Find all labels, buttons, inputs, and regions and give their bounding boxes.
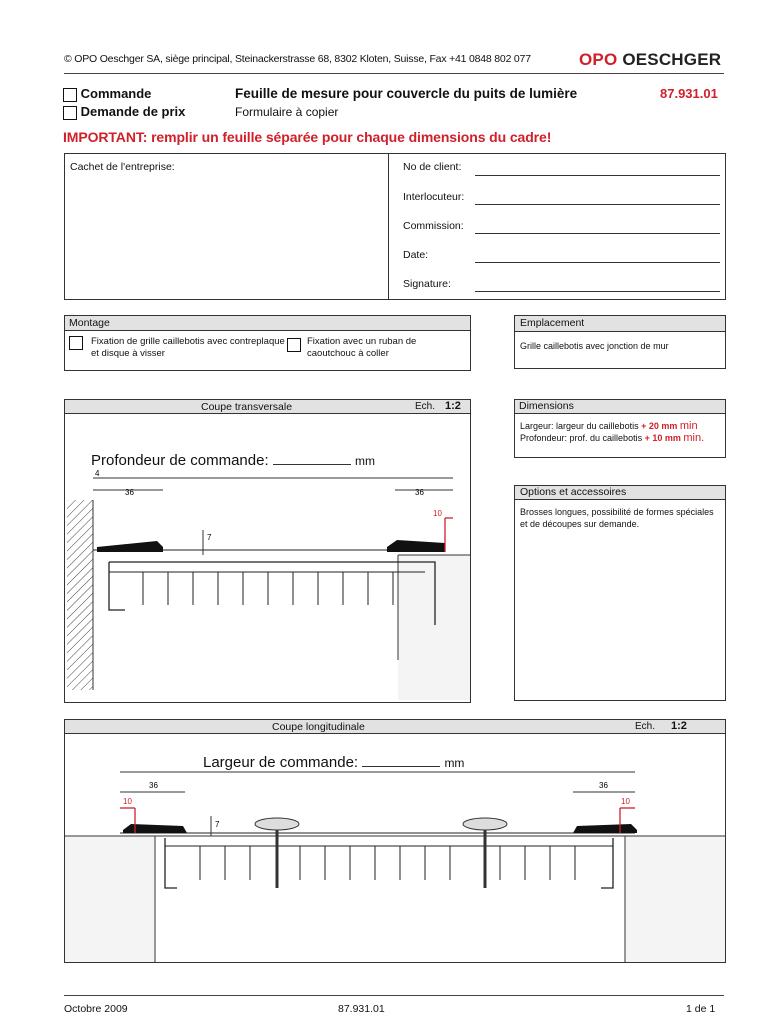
logo-opo: OPO (579, 50, 618, 69)
dimensions-line2-text: Profondeur: prof. du caillebotis (520, 433, 643, 443)
contact-label: Interlocuteur: (403, 191, 465, 203)
grating-frame-left (109, 562, 125, 610)
page-subtitle: Formulaire à copier (235, 105, 339, 119)
concrete-right (398, 555, 470, 700)
demande-label: Demande de prix (80, 104, 186, 119)
right-profile (573, 824, 637, 833)
dim-gap: 7 (215, 820, 220, 829)
montage-box (64, 315, 471, 371)
options-title: Options et accessoires (515, 486, 725, 500)
emplacement-box (514, 315, 726, 369)
coupe-longitudinale-scale-label: Ech. (635, 721, 656, 732)
concrete-left (65, 836, 155, 962)
grating-frame-top (109, 562, 435, 625)
page-title: Feuille de mesure pour couvercle du puits de lumière (235, 86, 578, 101)
company-info-box (64, 153, 726, 300)
emplacement-title: Emplacement (515, 316, 725, 332)
footer-page: 1 de 1 (686, 1003, 716, 1015)
coupe-transversale-title: Coupe transversale (201, 401, 293, 413)
dim-right: 36 (415, 488, 424, 497)
dimensions-line1-add: + 20 mm (641, 421, 678, 431)
order-option-demande[interactable] (63, 104, 185, 120)
footer-date: Octobre 2009 (64, 1003, 128, 1015)
wall-hatch (67, 500, 93, 690)
montage-option2-label: Fixation avec un ruban de caoutchouc à coller (307, 336, 417, 359)
demande-checkbox[interactable] (63, 106, 77, 120)
order-option-commande[interactable] (63, 86, 151, 102)
date-label: Date: (403, 249, 429, 261)
right-profile (387, 540, 445, 552)
dim-right: 36 (599, 781, 608, 790)
dim-red-right: 10 (621, 797, 630, 806)
important-notice: IMPORTANT: remplir un feuille séparée pour chaque dimensions du cadre! (63, 129, 552, 145)
dimensions-line1-min: min (679, 420, 698, 432)
dim-left: 36 (125, 488, 134, 497)
coupe-longitudinale-title: Coupe longitudinale (272, 721, 365, 733)
client-number-field[interactable] (475, 175, 720, 176)
montage-title: Montage (65, 316, 470, 331)
commande-checkbox[interactable] (63, 88, 77, 102)
dimensions-box (514, 399, 726, 458)
montage-option1-checkbox[interactable] (69, 336, 83, 350)
commande-label: Commande (80, 86, 152, 101)
client-number-label: No de client: (403, 161, 462, 173)
dimensions-line1-text: Largeur: largeur du caillebotis (520, 421, 639, 431)
coupe-longitudinale-box (64, 719, 726, 963)
dimensions-line2-add: + 10 mm (644, 433, 681, 443)
footer-number: 87.931.01 (338, 1003, 385, 1015)
header-divider (64, 73, 724, 74)
disc-right (463, 818, 507, 830)
dim-left: 36 (149, 781, 158, 790)
dimensions-line1 (520, 420, 698, 432)
contact-field[interactable] (475, 204, 720, 205)
coupe-longitudinale-drawing (65, 720, 725, 962)
commission-label: Commission: (403, 220, 464, 232)
coupe-longitudinale-scale: 1:2 (671, 720, 687, 732)
dim-small: 4 (95, 469, 100, 478)
coupe-transversale-drawing (65, 400, 470, 702)
dim-red-left: 10 (123, 797, 132, 806)
montage-option2-checkbox[interactable] (287, 338, 301, 352)
company-box-divider (388, 154, 389, 299)
header-address: © OPO Oeschger SA, siège principal, Steinackerstrasse 68, 8302 Kloten, Suisse, Fax +41 0848 802 077 (64, 53, 531, 65)
left-profile (123, 824, 187, 833)
date-field[interactable] (475, 262, 720, 263)
coupe-transversale-scale: 1:2 (445, 400, 461, 412)
grating-verticals (200, 846, 575, 880)
signature-field[interactable] (475, 291, 720, 292)
coupe-transversale-box (64, 399, 471, 703)
left-profile (97, 541, 163, 552)
dimensions-line2 (520, 432, 704, 444)
largeur-label: Largeur de commande: (203, 754, 359, 771)
concrete-right (625, 836, 725, 962)
grating-verticals (143, 572, 393, 605)
options-box (514, 485, 726, 701)
doc-number: 87.931.01 (660, 86, 718, 101)
disc-left (255, 818, 299, 830)
largeur-unit: mm (444, 756, 465, 770)
logo-oeschger: OESCHGER (622, 50, 722, 69)
signature-label: Signature: (403, 278, 451, 290)
dim-gap: 7 (207, 533, 212, 542)
profondeur-unit: mm (354, 454, 375, 468)
options-text: Brosses longues, possibilité de formes spéciales et de découpes sur demande. (520, 507, 714, 529)
dimensions-title: Dimensions (515, 400, 725, 414)
company-logo (579, 50, 721, 70)
emplacement-text: Grille caillebotis avec jonction de mur (520, 341, 669, 351)
commission-field[interactable] (475, 233, 720, 234)
profondeur-label: Profondeur de commande: (91, 452, 269, 469)
stamp-label: Cachet de l'entreprise: (70, 161, 175, 173)
footer-divider (64, 995, 724, 996)
dim-red: 10 (433, 509, 442, 518)
coupe-transversale-scale-label: Ech. (415, 401, 436, 412)
dimensions-line2-min: min. (683, 432, 705, 444)
montage-option1-label: Fixation de grille caillebotis avec contreplaque et disque à visser (91, 336, 285, 359)
